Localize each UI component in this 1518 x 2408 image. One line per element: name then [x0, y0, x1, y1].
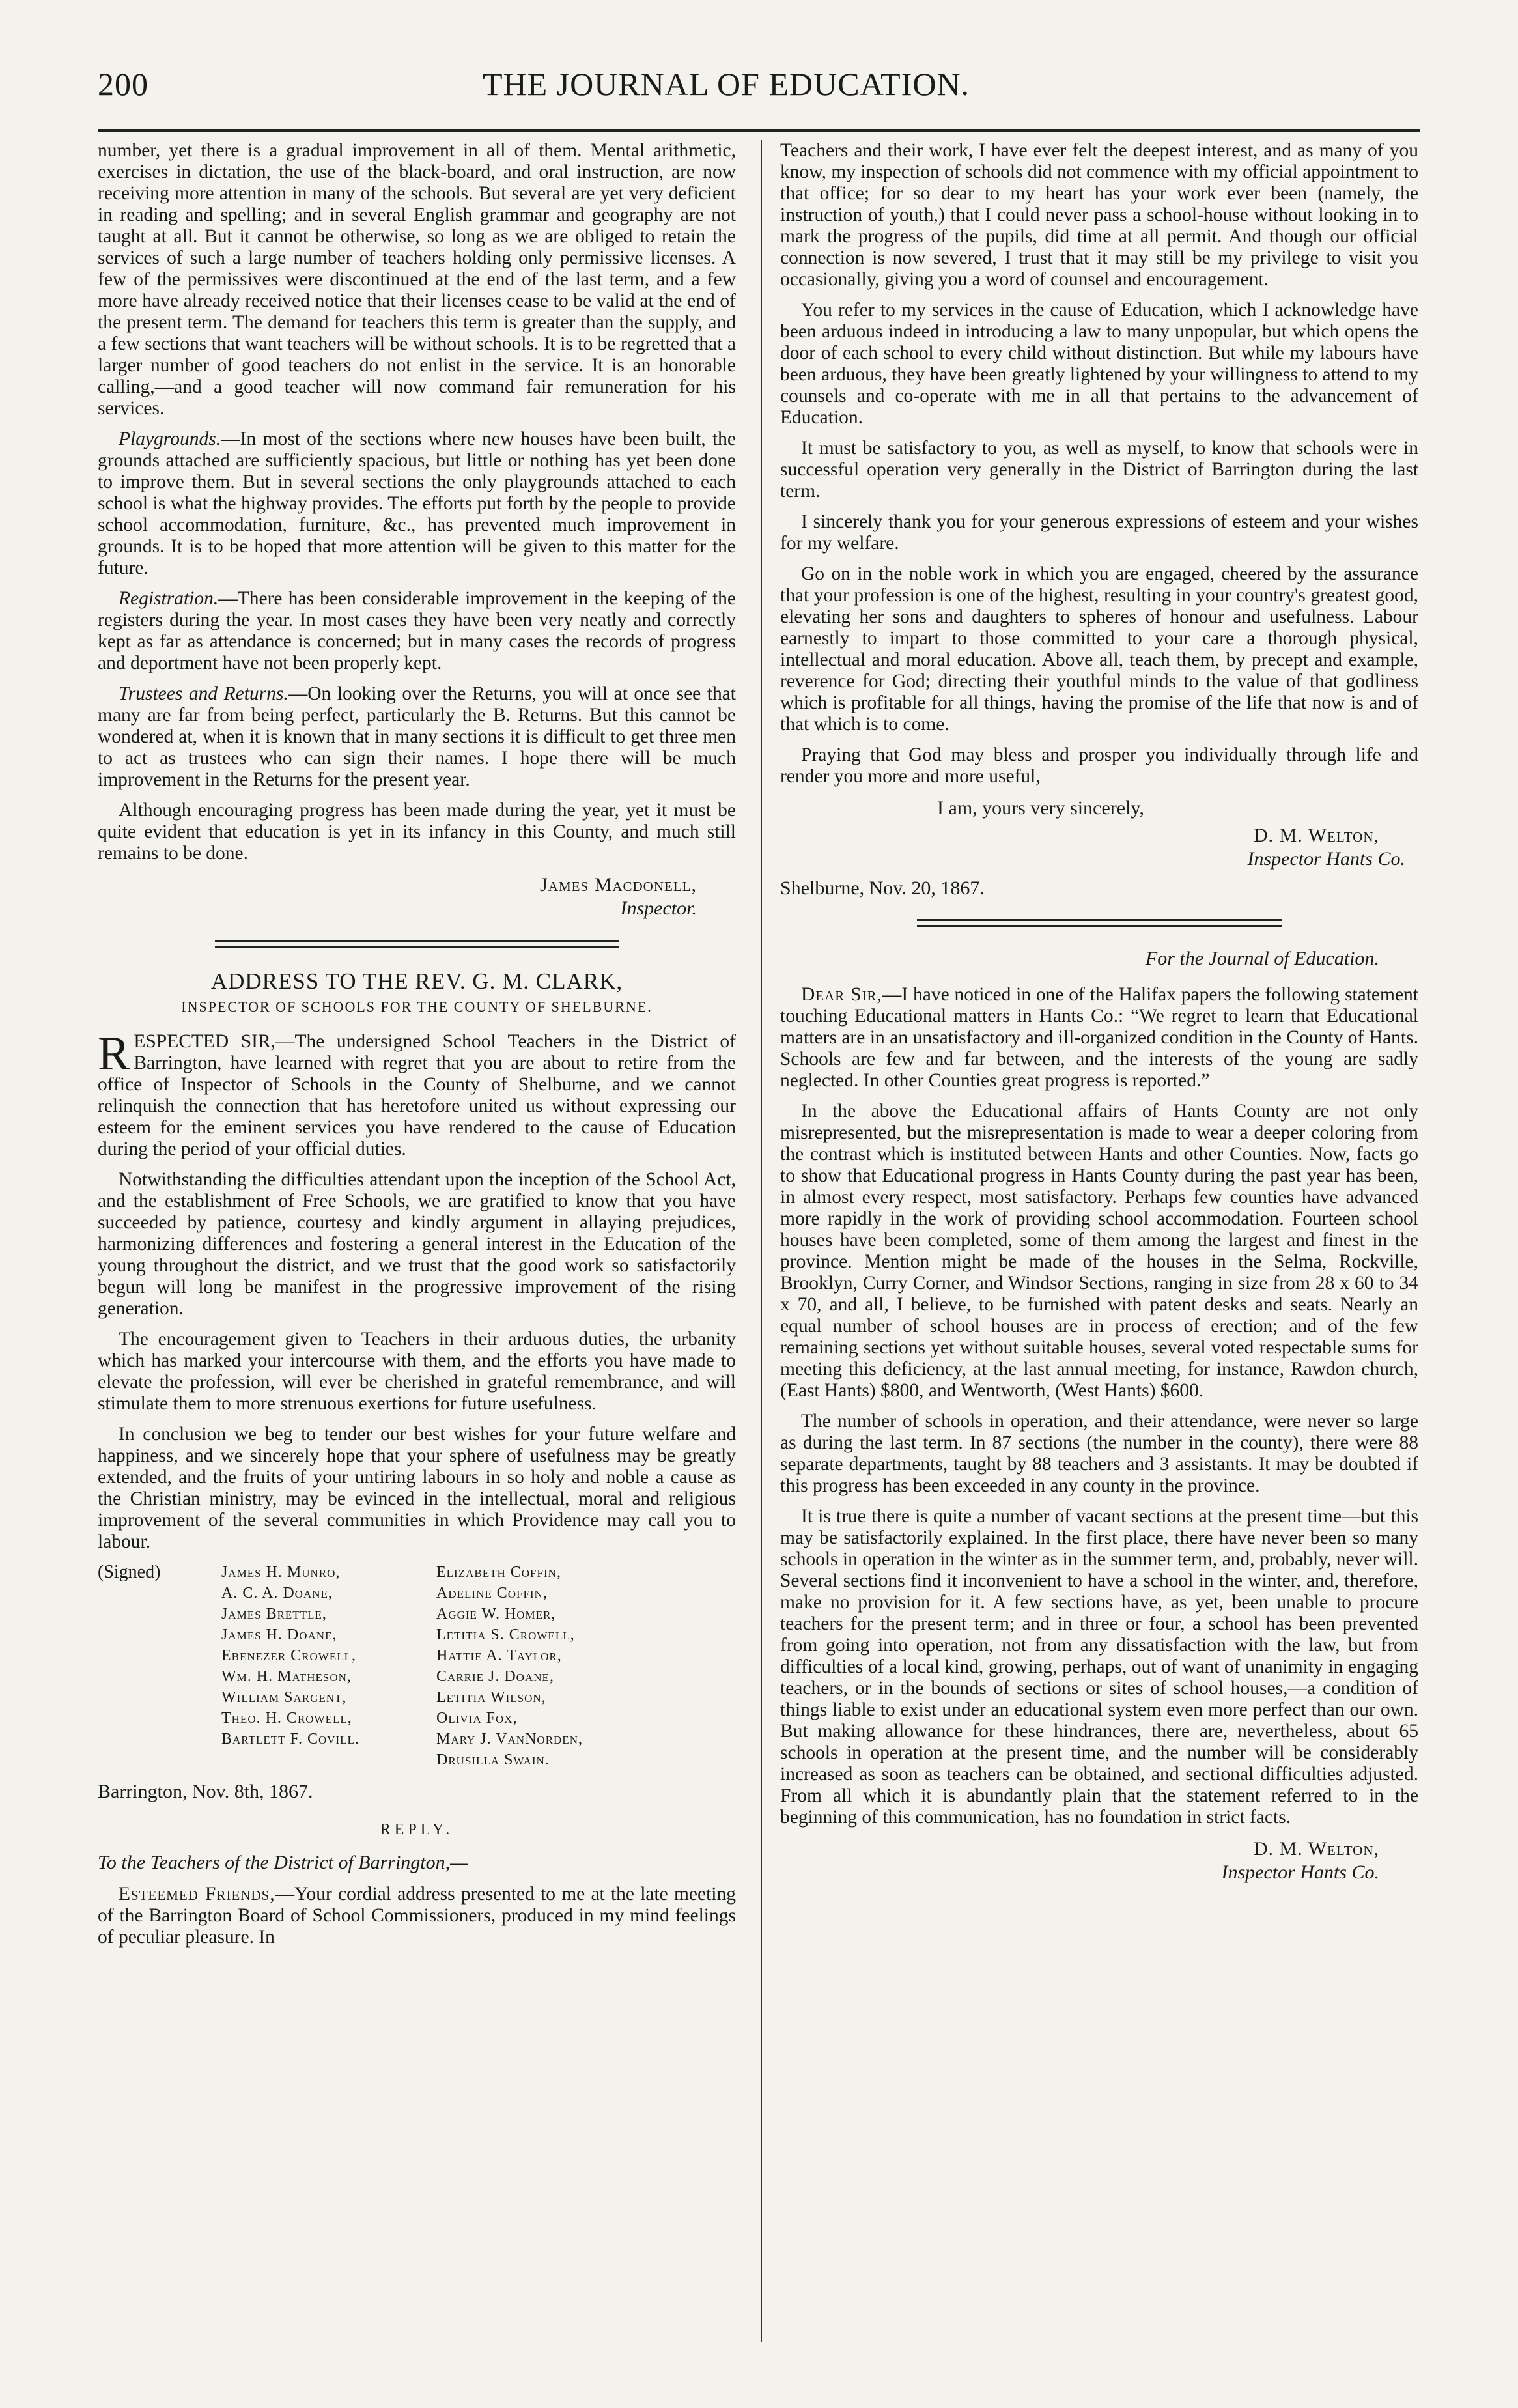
reply-lead: Esteemed Friends,: [119, 1884, 275, 1905]
signer-name: William Sargent,: [221, 1689, 347, 1706]
signer-name: Drusilla Swain.: [436, 1751, 550, 1768]
welton-title: Inspector Hants Co.: [1221, 1862, 1379, 1883]
playgrounds-heading: Playgrounds.: [119, 429, 221, 449]
signer-name: Letitia S. Crowell,: [436, 1626, 575, 1643]
clark-signature: D. M. Welton,: [1253, 825, 1379, 846]
address-paragraph: The encouragement given to Teachers in their arduous duties, the urbanity which has marked your intercourse with them, and the efforts you have made to elevate the profession, will ever be cherished in grateful remembrance, and will stimulate them to more strenuous exertions for future usefulness.: [98, 1329, 736, 1414]
signer-name: Elizabeth Coffin,: [436, 1564, 561, 1581]
signer-name: Wm. H. Matheson,: [221, 1668, 352, 1685]
reply-paragraph: Go on in the noble work in which you are engaged, cheered by the assurance that your profession is one of the highest, resulting in your country's greatest good, elevating her sons and daughters to spheres of honour and usefulness. Labour earnestly to impart to those committed to your care a thorough physical, intellectual and moral education. Above all, teach them, by precept and example, reverence for God; directing their youthful minds to the value of that godliness which is profitable for all things, having the promise of the life that now is and of that which is to come.: [780, 563, 1418, 735]
section-divider: [917, 919, 1282, 927]
signer-name: Bartlett F. Covill.: [221, 1731, 359, 1748]
signer-name: Olivia Fox,: [436, 1710, 518, 1727]
clark-title: Inspector Hants Co.: [1247, 848, 1405, 870]
drop-cap: R: [98, 1027, 130, 1081]
left-column: [98, 140, 736, 2368]
signer-name: Ebenezer Crowell,: [221, 1647, 356, 1664]
signer-name: Aggie W. Homer,: [436, 1606, 556, 1622]
reply-paragraph: Teachers and their work, I have ever felt the deepest interest, and as many of you know, my inspection of schools did not commence with my official appointment to that office; for so dear to my heart has your work ever been (namely, the instruction of youth,) that I could never pass a school-house without looking in to mark the progress of the pupils, did time at all permit. And though our official connection is now severed, I trust that it may still be my privilege to visit you occasionally, giving you a word of counsel and encouragement.: [780, 140, 1418, 290]
signer-name: Theo. H. Crowell,: [221, 1710, 352, 1727]
column-rule: [761, 140, 762, 2342]
signer-name: James H. Munro,: [221, 1564, 341, 1581]
registration-paragraph: [98, 588, 736, 674]
journal-title: THE JOURNAL OF EDUCATION.: [482, 66, 970, 102]
reply-paragraph: I sincerely thank you for your generous expressions of esteem and your wishes for my welfare.: [780, 511, 1418, 554]
signer-name: Mary J. VanNorden,: [436, 1731, 583, 1748]
reply-salutation: To the Teachers of the District of Barrington,—: [98, 1852, 468, 1873]
address-paragraph: In conclusion we beg to tender our best wishes for your future welfare and happiness, and we sincerely hope that your sphere of usefulness may be greatly extended, and the fruits of your untiring labours in so holy and noble a cause as the Christian ministry, may be evinced in the intellectual, moral and religious improvement of the several communities in which Providence may call you to labour.: [98, 1424, 736, 1552]
macdonell-signature: James Macdonell,: [540, 874, 697, 896]
letter-paragraph: In the above the Educational affairs of Hants County are not only misrepresented, but the misrepresentation is made to wear a deeper coloring from the contrast which is instituted between Hants and other Counties. Now, facts go to show that Educational progress in Hants County during the past year has been, in almost every respect, most satisfactory. Perhaps few counties have advanced more rapidly in the work of providing school accommodation. Fourteen school houses have been completed, some of them among the largest and finest in the province. Mention might be made of the houses in the Selma, Rockville, Brooklyn, Curry Corner, and Windsor Sections, ranging in size from 28 x 60 to 34 x 70, and all, I believe, to be furnished with patent desks and seats. Nearly an equal number of school houses are in process of erection; and of the few remaining sections yet without suitable houses, several voted respectable sums for meeting this deficiency, at the last annual meeting, for instance, Rawdon church, (East Hants) $800, and Wentworth, (West Hants) $600.: [780, 1101, 1418, 1401]
reply-heading: REPLY.: [380, 1821, 454, 1838]
reply-paragraph: You refer to my services in the cause of Education, which I acknowledge have been arduous indeed in introducing a law to many unpopular, but which opens the door of each school to every child without distinction. But while my labours have been arduous, they have been greatly lightened by your willingness to attend to my counsels and co-operate with me in all that pertains to the advancement of Education.: [780, 300, 1418, 428]
page-header: [98, 65, 1420, 132]
playgrounds-paragraph: [98, 429, 736, 579]
signer-name: Hattie A. Taylor,: [436, 1647, 562, 1664]
signed-label: (Signed): [98, 1562, 161, 1582]
right-column: [780, 140, 1418, 2368]
closing-paragraph: Although encouraging progress has been made during the year, yet it must be quite evident that education is yet in its infancy in this County, and much still remains to be done.: [98, 800, 736, 864]
signer-name: Carrie J. Doane,: [436, 1668, 554, 1685]
address-paragraph: [98, 1027, 736, 1160]
address-place-date: Barrington, Nov. 8th, 1867.: [98, 1781, 313, 1802]
letter-paragraph: It is true there is quite a number of vacant sections at the present time—but this may be satisfactorily explained. In the first place, there have never been so many schools in operation in the winter as in the summer term, and, probably, never will. Several sections find it inconvenient to have a school in the winter, and, therefore, make no provision for it. A few sections have, as yet, been unable to procure teachers for the present term; and in three or four, a school has been prevented from going into operation, not from any dissatisfaction with the law, but from difficulties of a local kind, growing, perhaps, out of want of unanimity in engaging teachers, or in the bounds of sections or sites of school houses,—a condition of things liable to exist under an educational system even more perfect than our own. But making allowance for these hindrances, there are, nevertheless, about 65 schools in operation at the present time, and the number will be considerably increased as soon as teachers can be obtained, and sectional difficulties adjusted. From all which it is abundantly plain that the statement referred to in the beginning of this communication, has no foundation in strict facts.: [780, 1506, 1418, 1828]
welton-signature: D. M. Welton,: [1253, 1838, 1379, 1860]
reply-closing: I am, yours very sincerely,: [937, 797, 1144, 819]
section-divider: [215, 940, 619, 948]
address-paragraph: Notwithstanding the difficulties attendant upon the inception of the School Act, and the establishment of Free Schools, we are gratified to know that you have succeeded by patience, courtesy and kindly argument in allaying prejudices, harmonizing differences and fostering a general interest in the Education of the young throughout the district, and we trust that the good work so satisfactorily begun will long be manifest in the progressive improvement of the rising generation.: [98, 1169, 736, 1319]
registration-text: —There has been considerable improvement in the keeping of the registers during the year. In most cases they have been very neatly and correctly kept as far as attendance is concerned; but in many cases the records of progress and deportment have not been properly kept.: [98, 588, 736, 673]
letter-paragraph: [780, 984, 1418, 1092]
signer-name: Letitia Wilson,: [436, 1689, 546, 1706]
reply-paragraph: [98, 1884, 736, 1948]
trustees-heading: Trustees and Returns.: [119, 683, 288, 704]
journal-page: [98, 65, 1420, 2371]
letter-heading: For the Journal of Education.: [1145, 948, 1379, 969]
text-columns: [98, 140, 1420, 2368]
signer-name: James Brettle,: [221, 1606, 327, 1622]
address-subtitle: INSPECTOR OF SCHOOLS FOR THE COUNTY OF SHELBURNE.: [181, 999, 653, 1015]
report-paragraph: number, yet there is a gradual improvement in all of them. Mental arithmetic, exercises in dictation, the use of the black-board, and oral instruction, are now receiving more attention in many of the schools. But several are yet very deficient in reading and spelling; and in several English grammar and geography are not taught at all. But it cannot be otherwise, so long as we are obliged to retain the services of such a large number of teachers holding only permissive licenses. A few of the permissives were discontinued at the end of the last term, and a few more have already received notice that their licenses cease to be valid at the end of the present term. The demand for teachers this term is greater than the supply, and a few sections that want teachers will be without schools. It is to be regretted that a larger number of good teachers do not enlist in the service. It is an honorable calling,—and a good teacher will now command fair remuneration for his services.: [98, 140, 736, 419]
address-text: ESPECTED SIR,—The undersigned School Teachers in the District of Barrington, have learned with regret that you are about to retire from the office of Inspector of Schools in the County of Shelburne, and we cannot relinquish the connection that has heretofore united us without expressing our esteem for the eminent services you have rendered to the cause of Education during the period of your official duties.: [98, 1031, 736, 1159]
letter-text: —I have noticed in one of the Halifax papers the following statement touching Educational matters in Hants Co.: “We regret to learn that Educational matters are in an unsatisfactory and ill-organized condition in the County of Hants. Schools are few and far between, and the interests of the young are sadly neglected. In other Counties great progress is reported.”: [780, 984, 1418, 1091]
reply-paragraph: It must be satisfactory to you, as well as myself, to know that schools were in successful operation very generally in the District of Barrington during the last term.: [780, 438, 1418, 502]
signatories-list: [98, 1562, 736, 1770]
address-title: ADDRESS TO THE REV. G. M. CLARK,: [210, 969, 623, 994]
page-number: 200: [98, 66, 148, 102]
reply-place-date: Shelburne, Nov. 20, 1867.: [780, 877, 985, 899]
signer-name: A. C. A. Doane,: [221, 1585, 333, 1602]
signers-column-2: [436, 1562, 736, 1770]
macdonell-title: Inspector.: [620, 898, 697, 919]
reply-text: —Your cordial address presented to me at the late meeting of the Barrington Board of School Commissioners, produced in my mind feelings of peculiar pleasure. In: [98, 1884, 736, 1948]
reply-paragraph: Praying that God may bless and prosper you individually through life and render you more and more useful,: [780, 744, 1418, 787]
signer-name: James H. Doane,: [221, 1626, 337, 1643]
letter-paragraph: The number of schools in operation, and their attendance, were never so large as during the last term. In 87 sections (the number in the county), there were 88 separate departments, taught by 88 teachers and 3 assistants. It may be doubted if this progress has been exceeded in any county in the province.: [780, 1411, 1418, 1496]
signers-column-1: [221, 1562, 436, 1770]
trustees-text: —On looking over the Returns, you will at once see that many are far from being perfect, particularly the B. Returns. But this cannot be wondered at, when it is known that in many sections it is difficult to get three men to act as trustees who can sign their names. I hope there will be much improvement in the Returns for the present year.: [98, 683, 736, 790]
trustees-paragraph: [98, 683, 736, 791]
signer-name: Adeline Coffin,: [436, 1585, 548, 1602]
registration-heading: Registration.: [119, 588, 219, 609]
playgrounds-text: —In most of the sections where new houses have been built, the grounds attached are sufficiently spacious, but little or nothing has yet been done to improve them. But in several sections the only playgrounds attached to each school is what the highway provides. The efforts put forth by the people to provide school accommodation, furniture, &c., has prevented much improvement in grounds. It is to be hoped that more attention will be given to this matter for the future.: [98, 429, 736, 578]
letter-salutation: Dear Sir,: [801, 984, 882, 1005]
